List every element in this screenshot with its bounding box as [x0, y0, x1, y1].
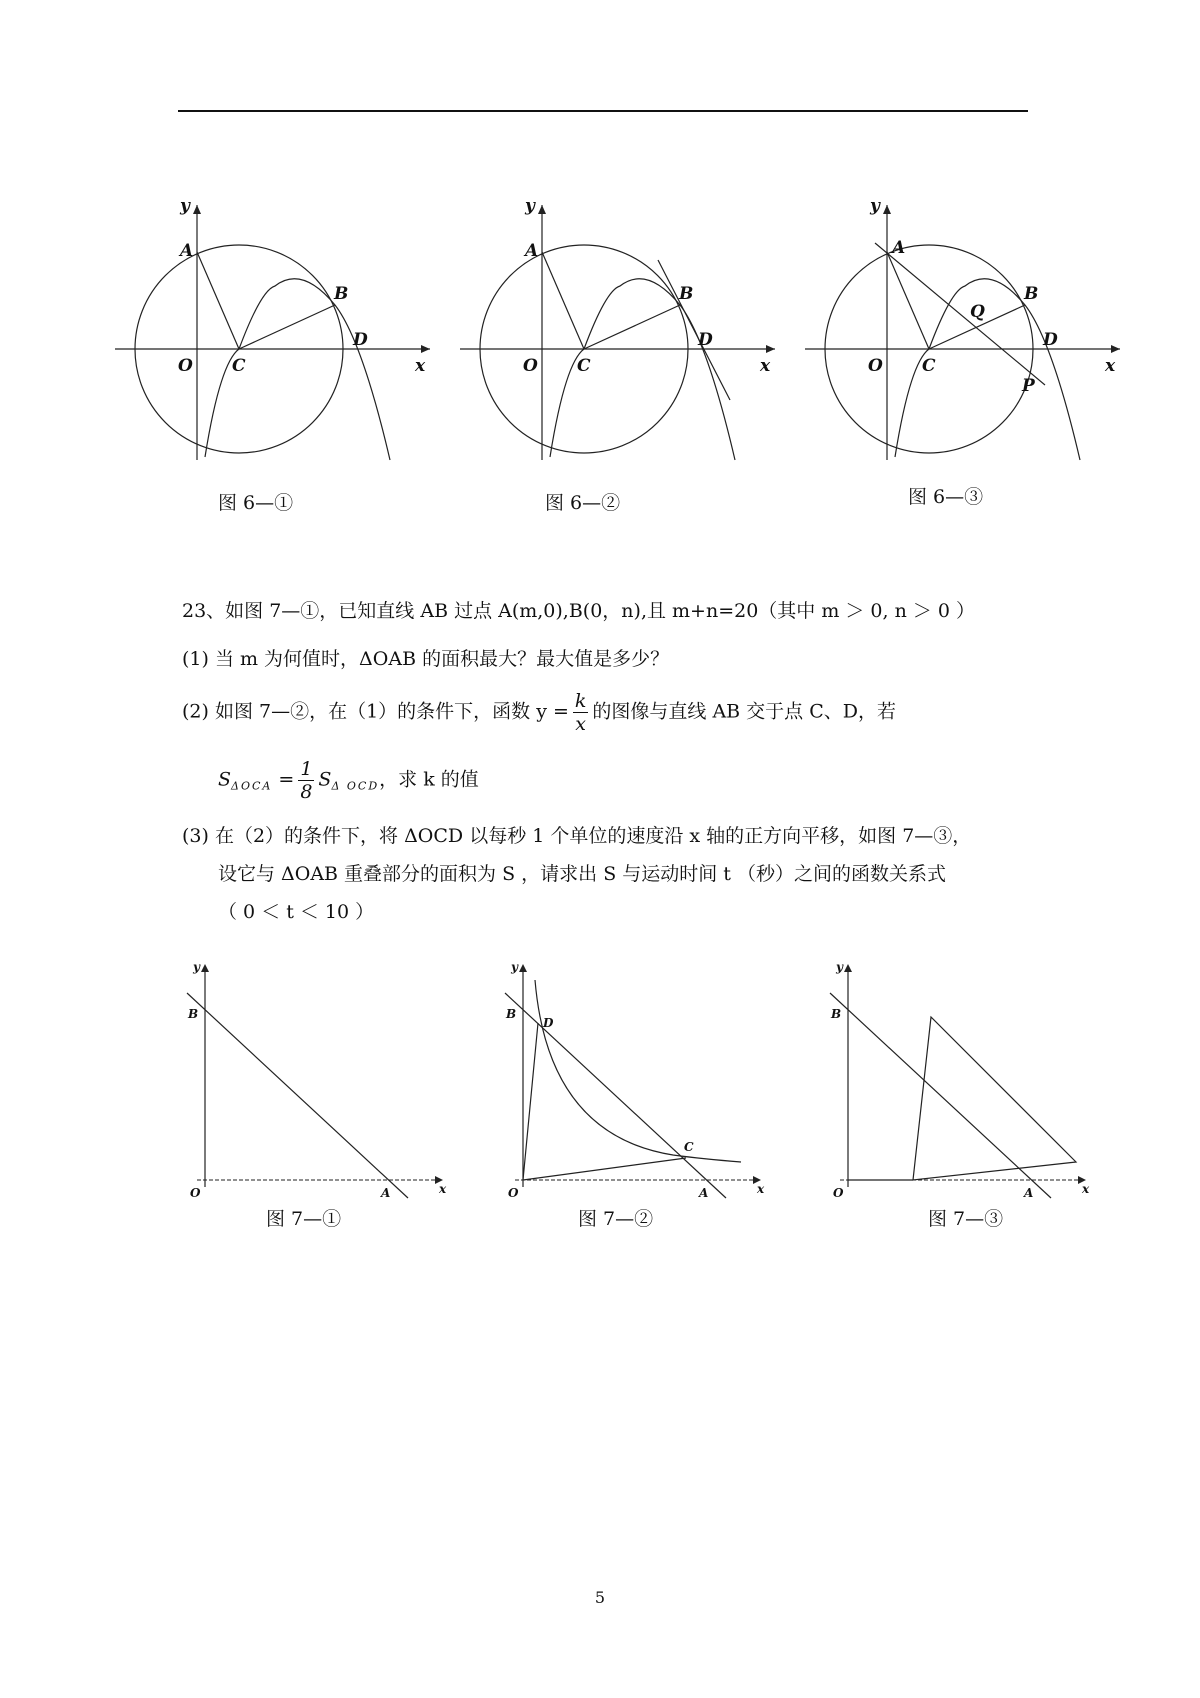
label-x: x: [757, 1182, 765, 1196]
page-number: 5: [594, 1588, 606, 1607]
label-o: O: [523, 356, 538, 376]
y-axis-arrow: [844, 964, 852, 972]
segment-cb: [584, 305, 680, 349]
label-o: O: [833, 1186, 844, 1200]
label-o: O: [178, 356, 193, 376]
label-a: A: [892, 238, 906, 258]
caption-fig7-3: 图 7—③: [928, 1208, 1004, 1230]
problem23-q2-line1: [182, 690, 896, 735]
translated-triangle: [913, 1017, 1076, 1180]
label-b: B: [679, 284, 694, 304]
label-x: x: [1105, 356, 1116, 376]
label-q: Q: [970, 302, 985, 322]
q2-prefix: (2) 如图 7—②，在（1）的条件下，函数 y =: [182, 700, 569, 723]
figure-6-3: [800, 195, 1120, 475]
fraction-k-over-x: [573, 690, 589, 735]
segment-ac: [197, 252, 239, 349]
segment-cb: [239, 305, 335, 349]
problem23-q3-line3: （ 0 ＜ t ＜ 10 ）: [218, 901, 375, 923]
label-c: C: [684, 1140, 694, 1154]
caption-fig6-1: 图 6—①: [218, 492, 294, 514]
label-c: C: [922, 356, 936, 376]
figure-7-1: [185, 955, 445, 1205]
tangent-line: [658, 260, 730, 400]
fraction-one-eighth: [298, 758, 314, 803]
label-a: A: [381, 1186, 391, 1200]
fraction-denominator: x: [575, 713, 587, 735]
caption-fig6-2: 图 6—②: [545, 492, 621, 514]
figure-6-2: [455, 195, 775, 475]
fraction-numerator: k: [574, 690, 587, 712]
area-symbol: S: [218, 768, 232, 791]
label-o: O: [190, 1186, 201, 1200]
segment-ac: [887, 252, 929, 349]
label-b: B: [334, 284, 349, 304]
area-subscript: Δ OCD: [331, 779, 380, 793]
label-a: A: [525, 241, 539, 261]
x-axis-arrow: [1111, 345, 1120, 353]
area-subscript: ΔOCA: [231, 779, 273, 793]
segment-ac: [542, 252, 584, 349]
label-b: B: [188, 1007, 199, 1021]
problem23-q1: (1) 当 m 为何值时，ΔOAB 的面积最大？最大值是多少？: [182, 648, 670, 670]
label-o: O: [868, 356, 883, 376]
label-y: y: [870, 196, 880, 216]
label-a: A: [180, 241, 194, 261]
x-axis-arrow: [766, 345, 775, 353]
q2-suffix: 的图像与直线 AB 交于点 C、D，若: [592, 700, 896, 723]
caption-fig7-2: 图 7—②: [578, 1208, 654, 1230]
caption-fig6-3: 图 6—③: [908, 486, 984, 508]
segment-od: [523, 1023, 538, 1180]
problem23-q3-line1: (3) 在（2）的条件下，将 ΔOCD 以每秒 1 个单位的速度沿 x 轴的正方向平移，如图 7—③，: [182, 825, 972, 847]
q2-line2-suffix: ，求 k 的值: [379, 768, 479, 791]
label-y: y: [193, 960, 200, 974]
header-rule: [178, 110, 1028, 112]
label-x: x: [439, 1182, 447, 1196]
label-d: D: [543, 1016, 554, 1030]
y-axis-arrow: [193, 205, 201, 214]
area-symbol: S: [318, 768, 332, 791]
label-x: x: [1082, 1182, 1090, 1196]
label-b: B: [831, 1007, 842, 1021]
caption-fig7-1: 图 7—①: [266, 1208, 342, 1230]
label-d: D: [353, 330, 368, 350]
problem23-q3-line2: 设它与 ΔOAB 重叠部分的面积为 S ，请求出 S 与运动时间 t （秒）之间的函数关系式: [218, 863, 946, 885]
problem23-stem: 23、如图 7—①，已知直线 AB 过点 A(m,0),B(0，n),且 m+n=20（其中 m ＞ 0, n ＞ 0 ）: [182, 600, 976, 622]
line-ab: [187, 993, 408, 1198]
label-d: D: [1043, 330, 1058, 350]
line-ap: [875, 243, 1045, 385]
figure-7-2: [503, 955, 773, 1205]
label-c: C: [232, 356, 246, 376]
label-x: x: [760, 356, 771, 376]
fraction-numerator: 1: [300, 758, 313, 780]
label-p: P: [1022, 376, 1035, 396]
y-axis-arrow: [519, 964, 527, 972]
label-a: A: [1024, 1186, 1034, 1200]
label-b: B: [1024, 284, 1039, 304]
problem23-q2-line2: [218, 758, 479, 803]
label-y: y: [836, 960, 843, 974]
label-y: y: [511, 960, 518, 974]
figure-6-1: [110, 195, 430, 475]
y-axis-arrow: [538, 205, 546, 214]
label-x: x: [415, 356, 426, 376]
label-d: D: [698, 330, 713, 350]
label-c: C: [577, 356, 591, 376]
label-b: B: [506, 1007, 517, 1021]
y-axis-arrow: [883, 205, 891, 214]
figure-7-3: [828, 955, 1098, 1205]
fraction-denominator: 8: [300, 781, 313, 803]
label-a: A: [699, 1186, 709, 1200]
label-y: y: [180, 196, 190, 216]
segment-oc: [523, 1158, 686, 1180]
label-y: y: [525, 196, 535, 216]
y-axis-arrow: [201, 964, 209, 972]
x-axis-arrow: [421, 345, 430, 353]
hyperbola: [535, 980, 741, 1162]
equals-sign: =: [278, 768, 295, 791]
line-ab: [830, 993, 1051, 1198]
label-o: O: [508, 1186, 519, 1200]
